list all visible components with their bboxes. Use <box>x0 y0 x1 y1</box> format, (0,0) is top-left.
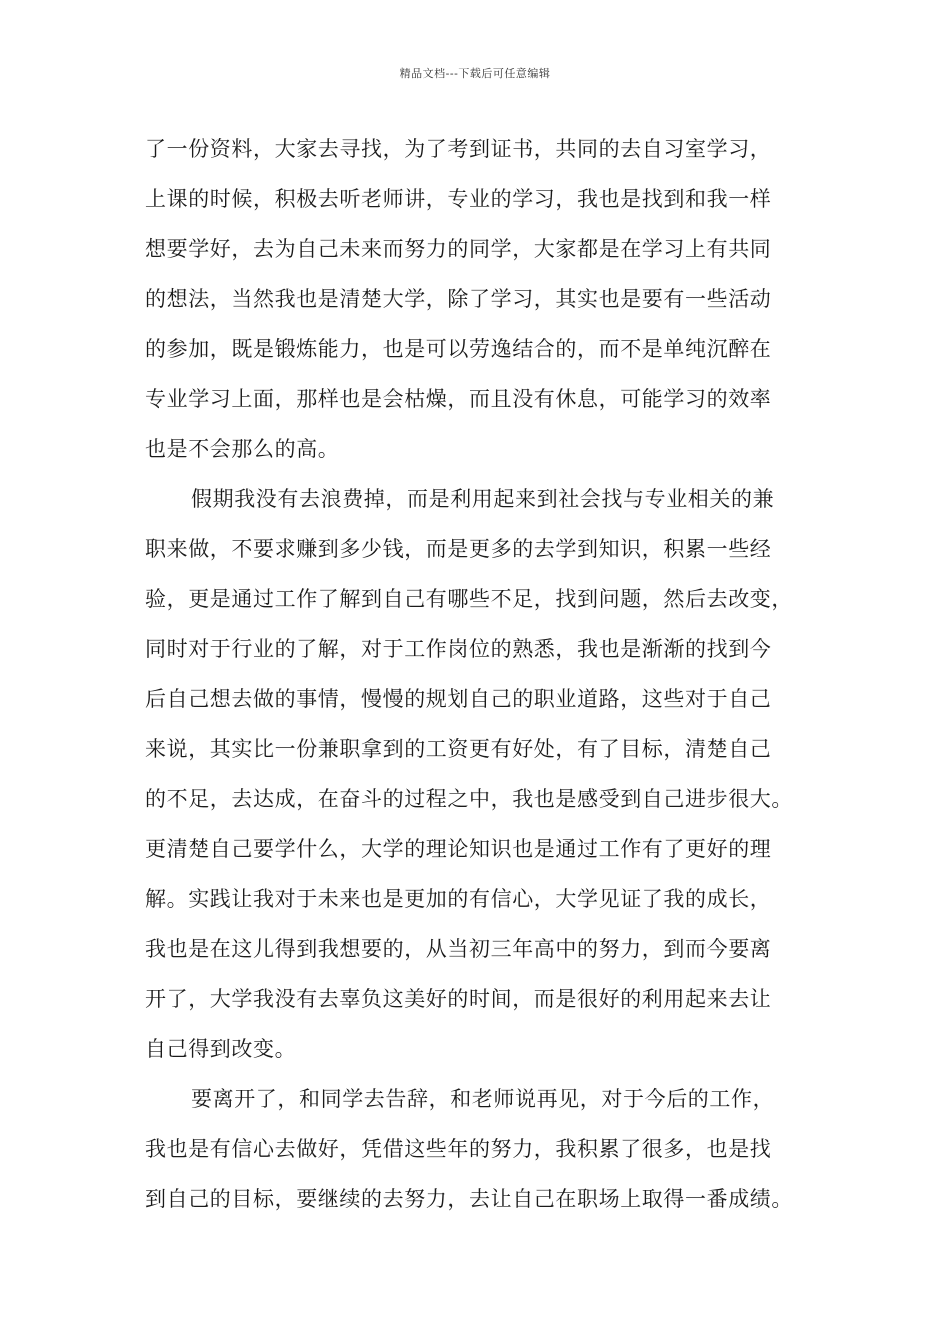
text-line: 的想法，当然我也是清楚大学，除了学习，其实也是要有一些活动 <box>145 287 772 311</box>
text-line: 职来做，不要求赚到多少钱，而是更多的去学到知识，积累一些经 <box>145 537 772 561</box>
text-line: 来说，其实比一份兼职拿到的工资更有好处，有了目标，清楚自己 <box>145 737 772 761</box>
text-line: 开了，大学我没有去辜负这美好的时间，而是很好的利用起来去让 <box>145 987 772 1011</box>
text-line: 的参加，既是锻炼能力，也是可以劳逸结合的，而不是单纯沉醉在 <box>145 337 772 361</box>
text-line: 也是不会那么的高。 <box>145 437 340 461</box>
text-line: 想要学好，去为自己未来而努力的同学，大家都是在学习上有共同 <box>145 237 772 261</box>
text-line: 专业学习上面，那样也是会枯燥，而且没有休息，可能学习的效率 <box>145 387 772 411</box>
paragraph-first-line: 要离开了，和同学去告辞，和老师说再见，对于今后的工作， <box>191 1087 775 1111</box>
text-line: 同时对于行业的了解，对于工作岗位的熟悉，我也是渐渐的找到今 <box>145 637 772 661</box>
text-line: 解。实践让我对于未来也是更加的有信心，大学见证了我的成长， <box>145 887 772 911</box>
text-line: 验，更是通过工作了解到自己有哪些不足，找到问题，然后去改变， <box>145 587 793 611</box>
text-line: 的不足，去达成，在奋斗的过程之中，我也是感受到自己进步很大。 <box>145 787 793 811</box>
page-header: 精品文档---下载后可任意编辑 <box>399 67 551 80</box>
text-line: 到自己的目标，要继续的去努力，去让自己在职场上取得一番成绩。 <box>145 1187 793 1211</box>
text-line: 我也是有信心去做好，凭借这些年的努力，我积累了很多，也是找 <box>145 1137 772 1161</box>
text-line: 更清楚自己要学什么，大学的理论知识也是通过工作有了更好的理 <box>145 837 772 861</box>
text-line: 了一份资料，大家去寻找，为了考到证书，共同的去自习室学习， <box>145 137 772 161</box>
text-line: 上课的时候，积极去听老师讲，专业的学习，我也是找到和我一样 <box>145 187 772 211</box>
paragraph-first-line: 假期我没有去浪费掉，而是利用起来到社会找与专业相关的兼 <box>191 487 775 511</box>
text-line: 后自己想去做的事情，慢慢的规划自己的职业道路，这些对于自己 <box>145 687 772 711</box>
text-line: 我也是在这儿得到我想要的，从当初三年高中的努力，到而今要离 <box>145 937 772 961</box>
text-line: 自己得到改变。 <box>145 1037 297 1061</box>
document-body <box>145 131 825 1231</box>
